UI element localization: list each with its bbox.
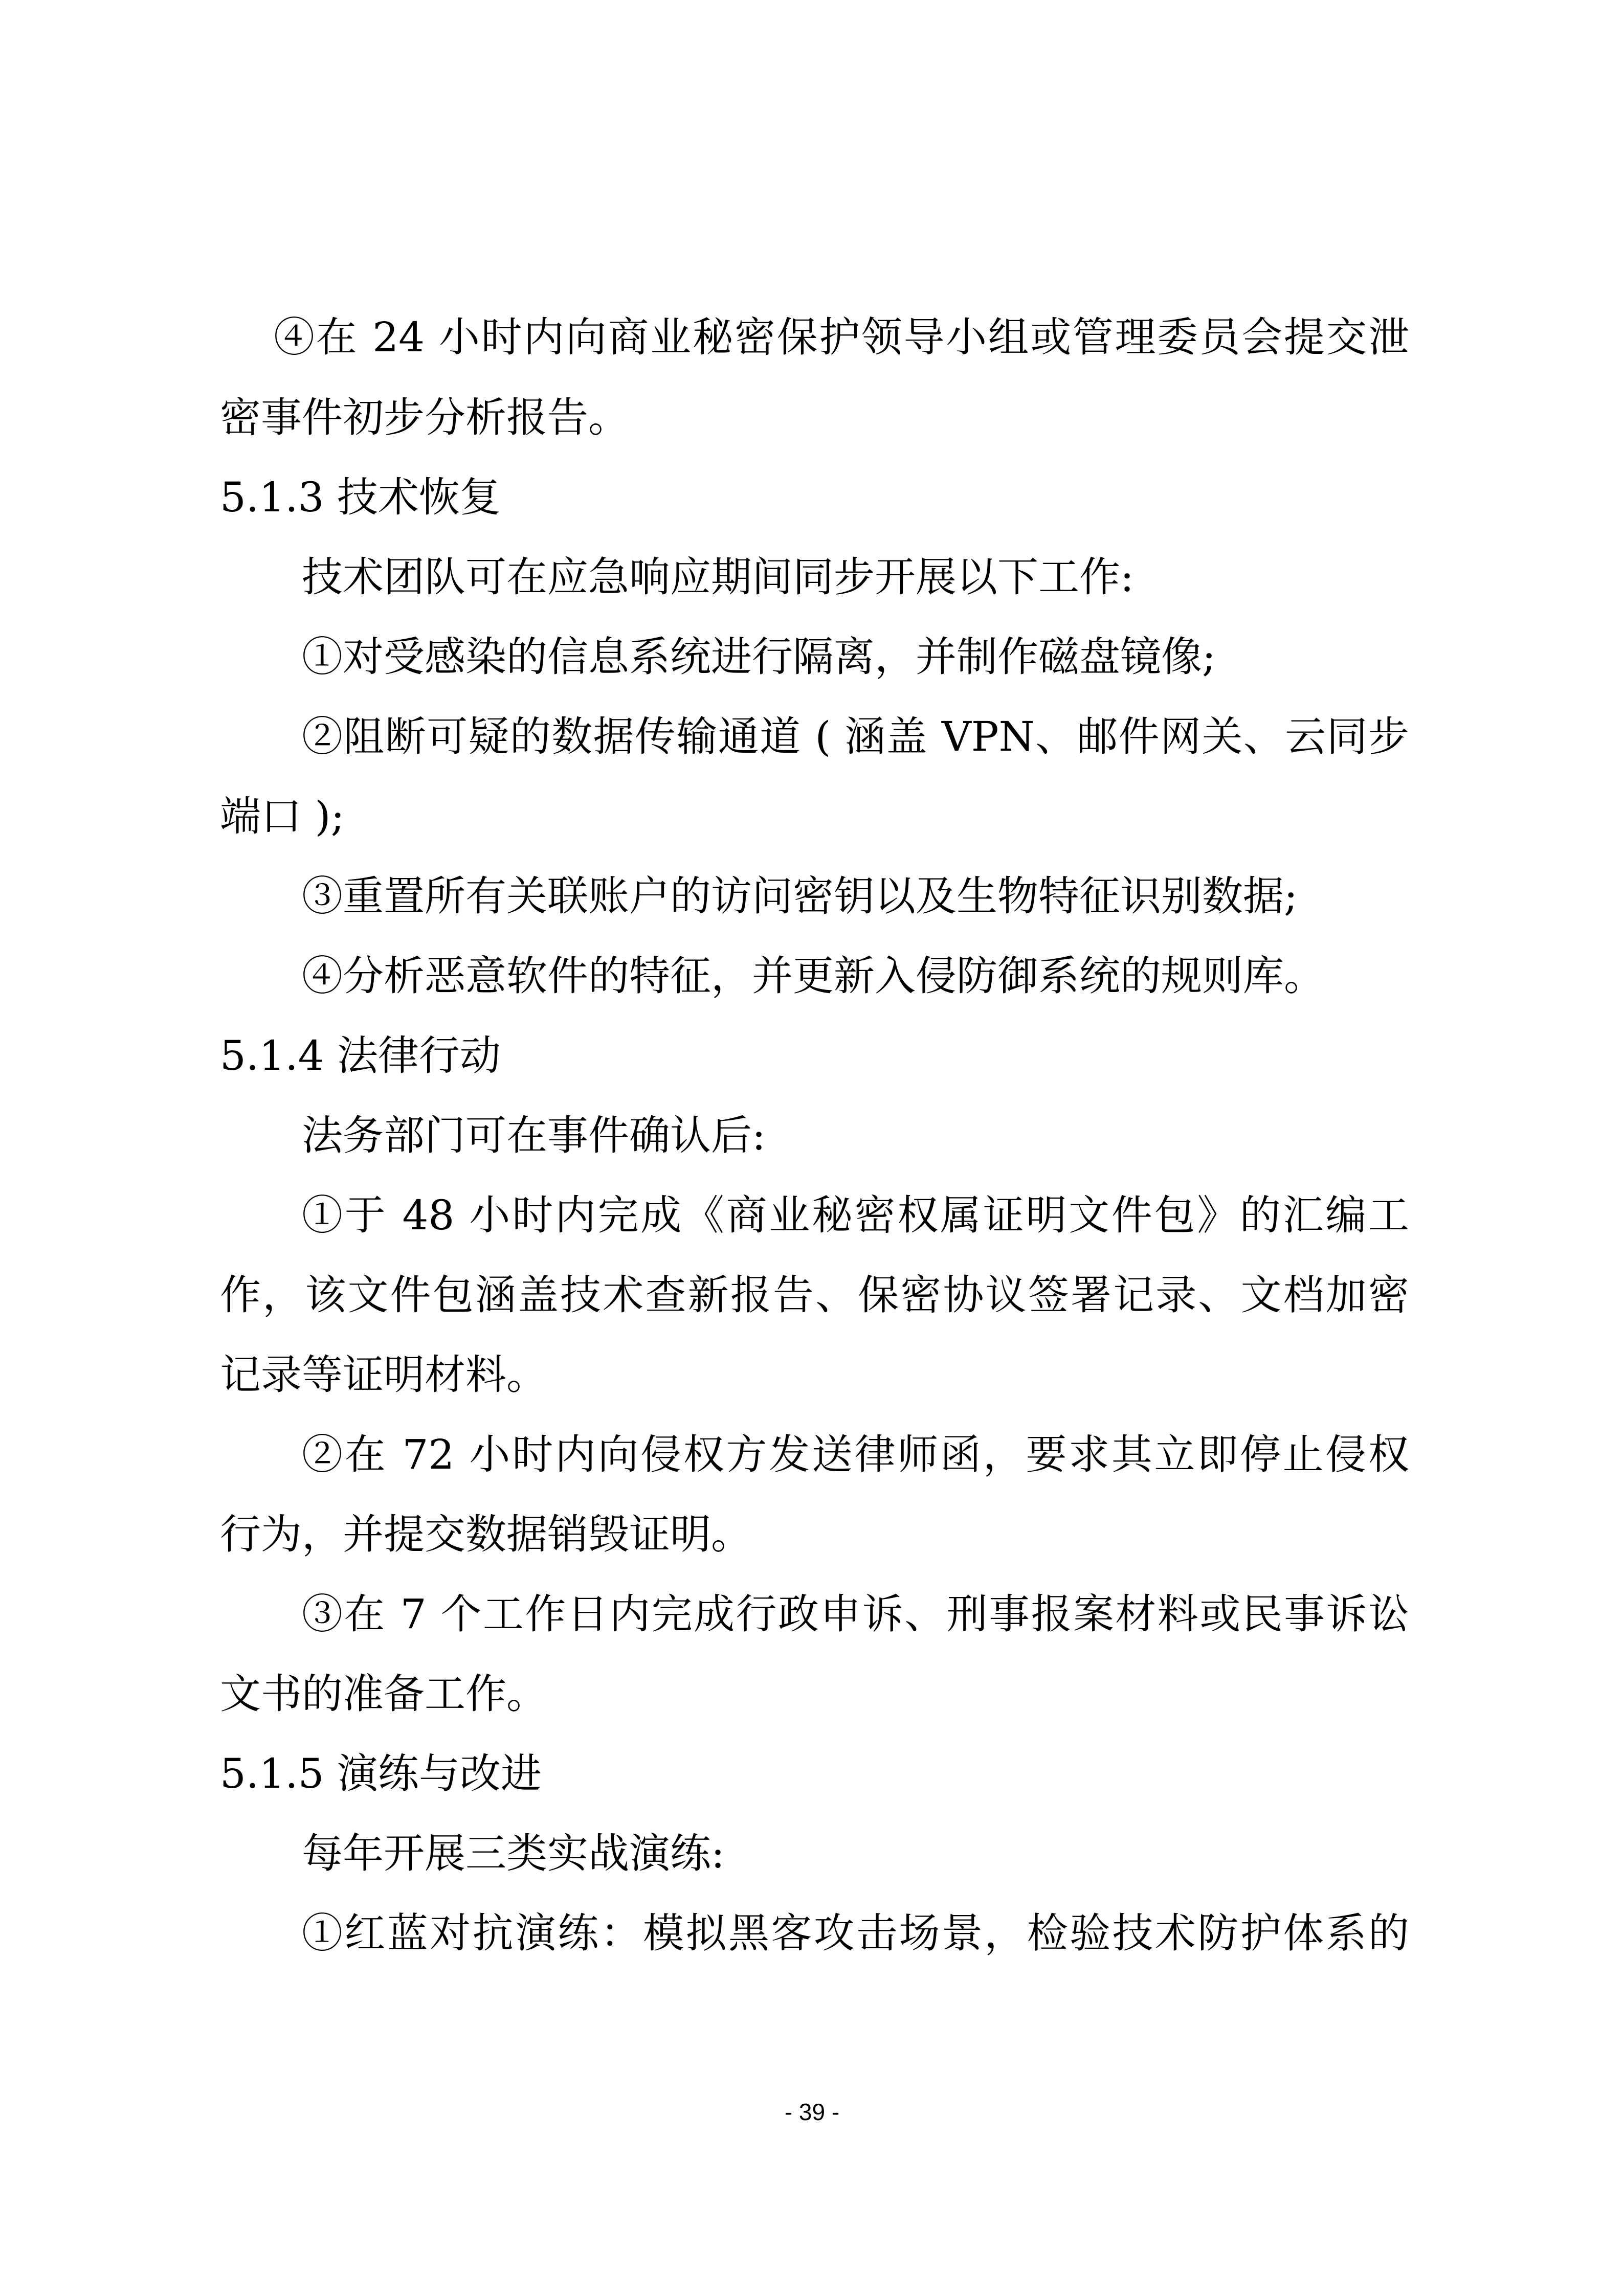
list-item: ③在 7 个工作日内完成行政申诉、刑事报案材料或民事诉讼	[302, 1590, 1409, 1638]
paragraph-line: ④在 24 小时内向商业秘密保护领导小组或管理委员会提交泄	[274, 313, 1409, 361]
paragraph-line: 法务部门可在事件确认后:	[302, 1112, 766, 1159]
list-item: 作，该文件包涵盖技术查新报告、保密协议签署记录、文档加密	[220, 1271, 1409, 1319]
list-item: 行为，并提交数据销毁证明。	[220, 1511, 752, 1558]
paragraph-line: 技术团队可在应急响应期间同步开展以下工作:	[302, 553, 1134, 601]
list-item: ④分析恶意软件的特征，并更新入侵防御系统的规则库。	[302, 952, 1325, 1000]
list-item: ①对受感染的信息系统进行隔离，并制作磁盘镜像;	[302, 633, 1216, 681]
list-item: 端口 );	[220, 793, 345, 840]
page-number: - 39 -	[784, 2099, 840, 2125]
section-heading: 5.1.3 技术恢复	[220, 474, 501, 521]
list-item: ②阻断可疑的数据传输通道 ( 涵盖 VPN、邮件网关、云同步	[302, 713, 1409, 760]
section-heading: 5.1.5 演练与改进	[220, 1750, 542, 1797]
list-item: 记录等证明材料。	[220, 1351, 547, 1399]
list-item: ②在 72 小时内向侵权方发送律师函，要求其立即停止侵权	[302, 1431, 1409, 1478]
list-item: ①红蓝对抗演练：模拟黑客攻击场景，检验技术防护体系的	[302, 1909, 1409, 1957]
section-heading: 5.1.4 法律行动	[220, 1032, 501, 1079]
paragraph-line: 密事件初步分析报告。	[220, 394, 629, 441]
list-item: ③重置所有关联账户的访问密钥以及生物特征识别数据;	[302, 872, 1298, 920]
paragraph-line: 每年开展三类实战演练:	[302, 1830, 725, 1877]
list-item: ①于 48 小时内完成《商业秘密权属证明文件包》的汇编工	[302, 1191, 1409, 1239]
list-item: 文书的准备工作。	[220, 1670, 547, 1718]
